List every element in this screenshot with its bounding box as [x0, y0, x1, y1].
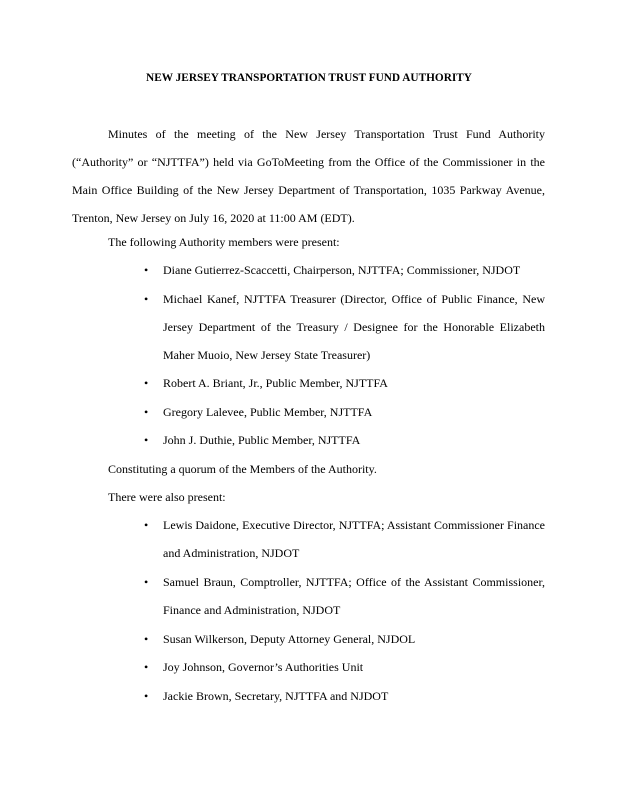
bullet-icon: • [144, 292, 149, 306]
quorum-text: Constituting a quorum of the Members of the Authority. [108, 462, 377, 476]
intro-paragraph: Minutes of the meeting of the New Jersey Transportation Trust Fund Authority (“Authority” or “NJTTFA”) held via GoToMeeting from the Office of the Commissioner in the Main Office Building of the New Jersey Department of Transportation, 1035 Parkway Avenue, Trenton, New Jersey on July 16, 2020 at 11:00 AM (EDT). [72, 127, 545, 225]
bullet-icon: • [144, 689, 149, 703]
member-text: Robert A. Briant, Jr., Public Member, NJTTFA [163, 376, 388, 390]
bullet-icon: • [144, 405, 149, 419]
member-text: John J. Duthie, Public Member, NJTTFA [163, 433, 361, 447]
bullet-icon: • [144, 518, 149, 532]
bullet-icon: • [144, 263, 149, 277]
bullet-icon: • [144, 660, 149, 674]
members-heading: The following Authority members were present: [108, 235, 340, 249]
bullet-icon: • [144, 376, 149, 390]
document-title: NEW JERSEY TRANSPORTATION TRUST FUND AUTHORITY [146, 72, 472, 84]
attendee-text: Joy Johnson, Governor’s Authorities Unit [163, 660, 364, 674]
bullet-icon: • [144, 575, 149, 589]
attendee-text: Susan Wilkerson, Deputy Attorney General, NJDOL [163, 632, 416, 646]
bullet-icon: • [144, 433, 149, 447]
also-present-heading: There were also present: [108, 490, 226, 504]
bullet-icon: • [144, 632, 149, 646]
attendee-text: Samuel Braun, Comptroller, NJTTFA; Office of the Assistant Commissioner, Finance and Administration, NJDOT [163, 575, 545, 617]
attendee-text: Lewis Daidone, Executive Director, NJTTFA; Assistant Commissioner Finance and Administration, NJDOT [163, 518, 545, 560]
member-text: Gregory Lalevee, Public Member, NJTTFA [163, 405, 373, 419]
attendee-text: Jackie Brown, Secretary, NJTTFA and NJDOT [163, 689, 389, 703]
member-text: Michael Kanef, NJTTFA Treasurer (Director, Office of Public Finance, New Jersey Department of the Treasury / Designee for the Honorable Elizabeth Maher Muoio, New Jersey State Treasurer) [163, 292, 545, 362]
member-text: Diane Gutierrez-Scaccetti, Chairperson, NJTTFA; Commissioner, NJDOT [163, 263, 521, 277]
